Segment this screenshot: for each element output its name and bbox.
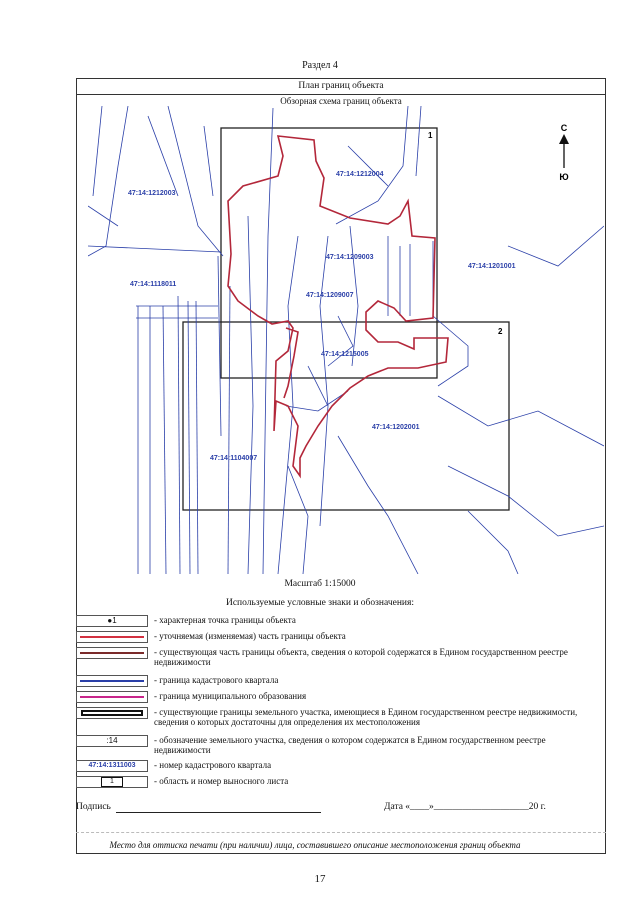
scheme-title: Обзорная схема границ объекта [280,96,402,106]
quarter-label-1201001: 47:14:1201001 [468,263,516,270]
legend-symbol-point: ●1 [76,615,148,627]
sheet-frame-1 [221,128,437,378]
quarter-label-1209007: 47:14:1209007 [306,292,354,299]
compass-icon [559,123,569,182]
quarter-label-1209003: 47:14:1209003 [326,254,374,261]
quarter-label-1104007: 47:14:1104007 [210,455,258,462]
plan-title: План границ объекта [77,79,605,95]
stamp-divider [76,832,606,833]
signature-label: Подпись [76,802,111,812]
page-number: 17 [314,873,326,885]
quarter-label-1212003: 47:14:1212003 [128,190,176,197]
legend-title: Используемые условные знаки и обозначения: [225,598,414,608]
svg-text:Ю: Ю [559,172,569,182]
overview-map [88,106,604,574]
signature-line [116,812,321,813]
legend-symbol-magenta-line [76,691,148,703]
legend-symbol-sheet-area: 1 [76,776,148,788]
svg-text:С: С [560,123,568,133]
quarter-label-1212004: 47:14:1212004 [336,171,384,178]
legend-symbol-dark-red-line [76,647,148,659]
quarter-label-1118011: 47:14:1118011 [130,281,177,288]
stamp-note: Место для оттиска печати (при наличии) лица, составившего описание местоположения границ объекта [109,840,521,850]
section-title: Раздел 4 [302,60,338,71]
quarter-label-1215005: 47:14:1215005 [321,351,369,358]
legend-symbol-parcel-label: :14 [76,735,148,747]
sheet-label-1: 1 [428,131,433,140]
legend-symbol-red-line [76,631,148,643]
legend-symbol-blue-line [76,675,148,687]
sheet-label-2: 2 [498,327,503,336]
legend-symbol-dotted-box [76,707,148,719]
legend-symbol-quarter-number: 47:14:1311003 [76,760,148,772]
map-scale: Масштаб 1:15000 [284,579,356,589]
date-field: Дата «____»____________________20 г. [384,802,546,812]
quarter-label-1202001: 47:14:1202001 [372,424,420,431]
